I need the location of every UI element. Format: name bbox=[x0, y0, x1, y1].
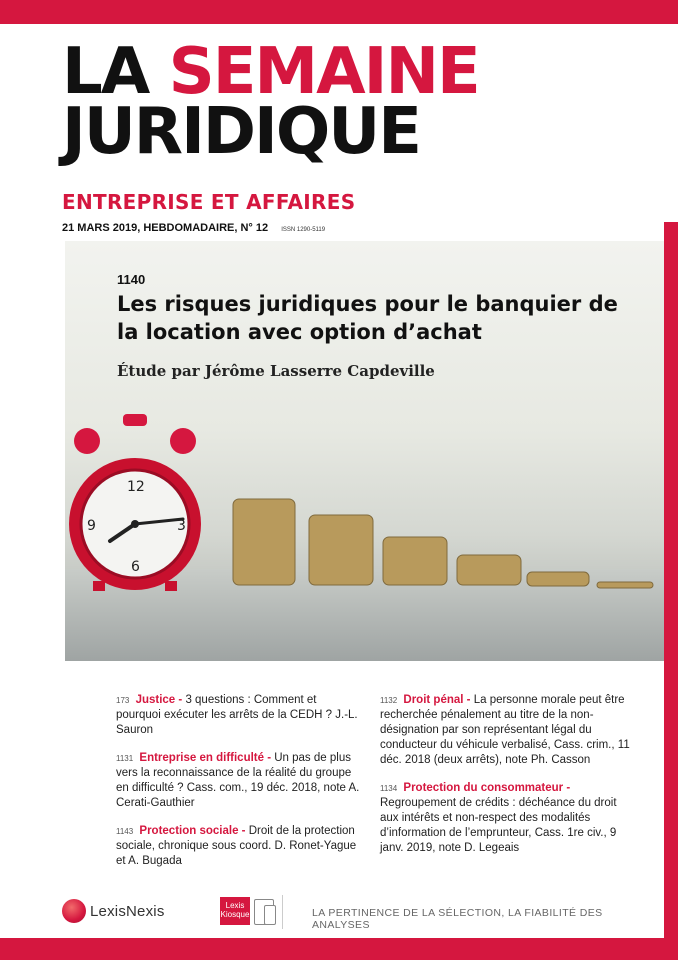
coin-stacks-image bbox=[233, 499, 653, 588]
alarm-clock-image bbox=[69, 414, 201, 591]
masthead-subtitle: ENTREPRISE ET AFFAIRES bbox=[62, 190, 356, 214]
item-rubric: Entreprise en difficulté - bbox=[139, 752, 272, 764]
masthead-la: LA bbox=[62, 35, 149, 109]
item-number: 1131 bbox=[116, 754, 134, 763]
top-red-band bbox=[0, 0, 678, 24]
masthead-semaine: SEMAINE bbox=[168, 35, 479, 109]
item-number: 1143 bbox=[116, 827, 134, 836]
item-rubric: Protection du consommateur - bbox=[403, 782, 571, 794]
summary-left-column bbox=[116, 693, 361, 882]
article-author: Étude par Jérôme Lasserre Capdeville bbox=[117, 362, 435, 380]
item-rubric: Justice - bbox=[135, 694, 183, 706]
issue-date: 21 MARS 2019, HEBDOMADAIRE, N° 12 bbox=[62, 222, 269, 234]
kiosque-badge[interactable]: Lexis Kiosque bbox=[220, 897, 250, 925]
svg-text:3: 3 bbox=[177, 518, 186, 534]
summary-item[interactable] bbox=[380, 693, 638, 768]
svg-text:6: 6 bbox=[131, 559, 140, 575]
summary-item[interactable] bbox=[116, 693, 361, 738]
devices-icon bbox=[264, 905, 276, 925]
right-red-band bbox=[664, 222, 678, 960]
item-text: Regroupement de crédits : déchéance du droit aux intérêts et non-respect des modalités d’information de l’emprunteur, Cass. 1re civ., 9 janv. 2019, note D. Legeais bbox=[380, 797, 617, 854]
svg-text:9: 9 bbox=[87, 518, 96, 534]
item-number: 1132 bbox=[380, 696, 398, 705]
svg-text:12: 12 bbox=[127, 479, 145, 495]
article-title: Les risques juridiques pour le banquier de la location avec option d’achat bbox=[117, 292, 618, 344]
item-rubric: Droit pénal - bbox=[403, 694, 471, 706]
item-number: 1134 bbox=[380, 784, 398, 793]
item-text: Droit de la protection sociale, chronique sous coord. D. Ronet-Yague et A. Bugada bbox=[116, 825, 357, 867]
issn: ISSN 1290-5119 bbox=[281, 227, 326, 233]
issue-info bbox=[62, 222, 325, 234]
lexisnexis-globe-icon bbox=[62, 899, 86, 923]
item-rubric: Protection sociale - bbox=[139, 825, 246, 837]
footer bbox=[62, 895, 622, 929]
item-text: Un pas de plus vers la reconnaissance de la réalité du groupe en difficulté ? Cass. com., 19 déc. 2018, note A. Cerati-Gauthier bbox=[116, 752, 360, 809]
item-number: 173 bbox=[116, 696, 130, 705]
summary-item[interactable] bbox=[380, 781, 638, 856]
summary-item[interactable] bbox=[116, 824, 361, 869]
item-text: 3 questions : Comment et pourquoi exécuter les arrêts de la CEDH ? J.-L. Sauron bbox=[116, 694, 358, 736]
lexisnexis-logo[interactable]: LexisNexis bbox=[90, 903, 165, 920]
item-text: La personne morale peut être recherchée pénalement au titre de la non-désignation par son représentant légal du conducteur du véhicule verbalisé, Cass. crim., 11 déc. 2018 (deux arrêts), note Ph. Casson bbox=[380, 694, 630, 766]
summary-right-column bbox=[380, 693, 638, 869]
footer-divider bbox=[282, 895, 283, 929]
masthead-title bbox=[62, 35, 479, 169]
summary-item[interactable] bbox=[116, 751, 361, 811]
masthead-juridique: JURIDIQUE bbox=[62, 95, 420, 169]
article-number: 1140 bbox=[117, 272, 146, 287]
footer-tagline: LA PERTINENCE DE LA SÉLECTION, LA FIABILITÉ DES ANALYSES bbox=[312, 907, 603, 931]
bottom-red-band bbox=[0, 938, 678, 960]
